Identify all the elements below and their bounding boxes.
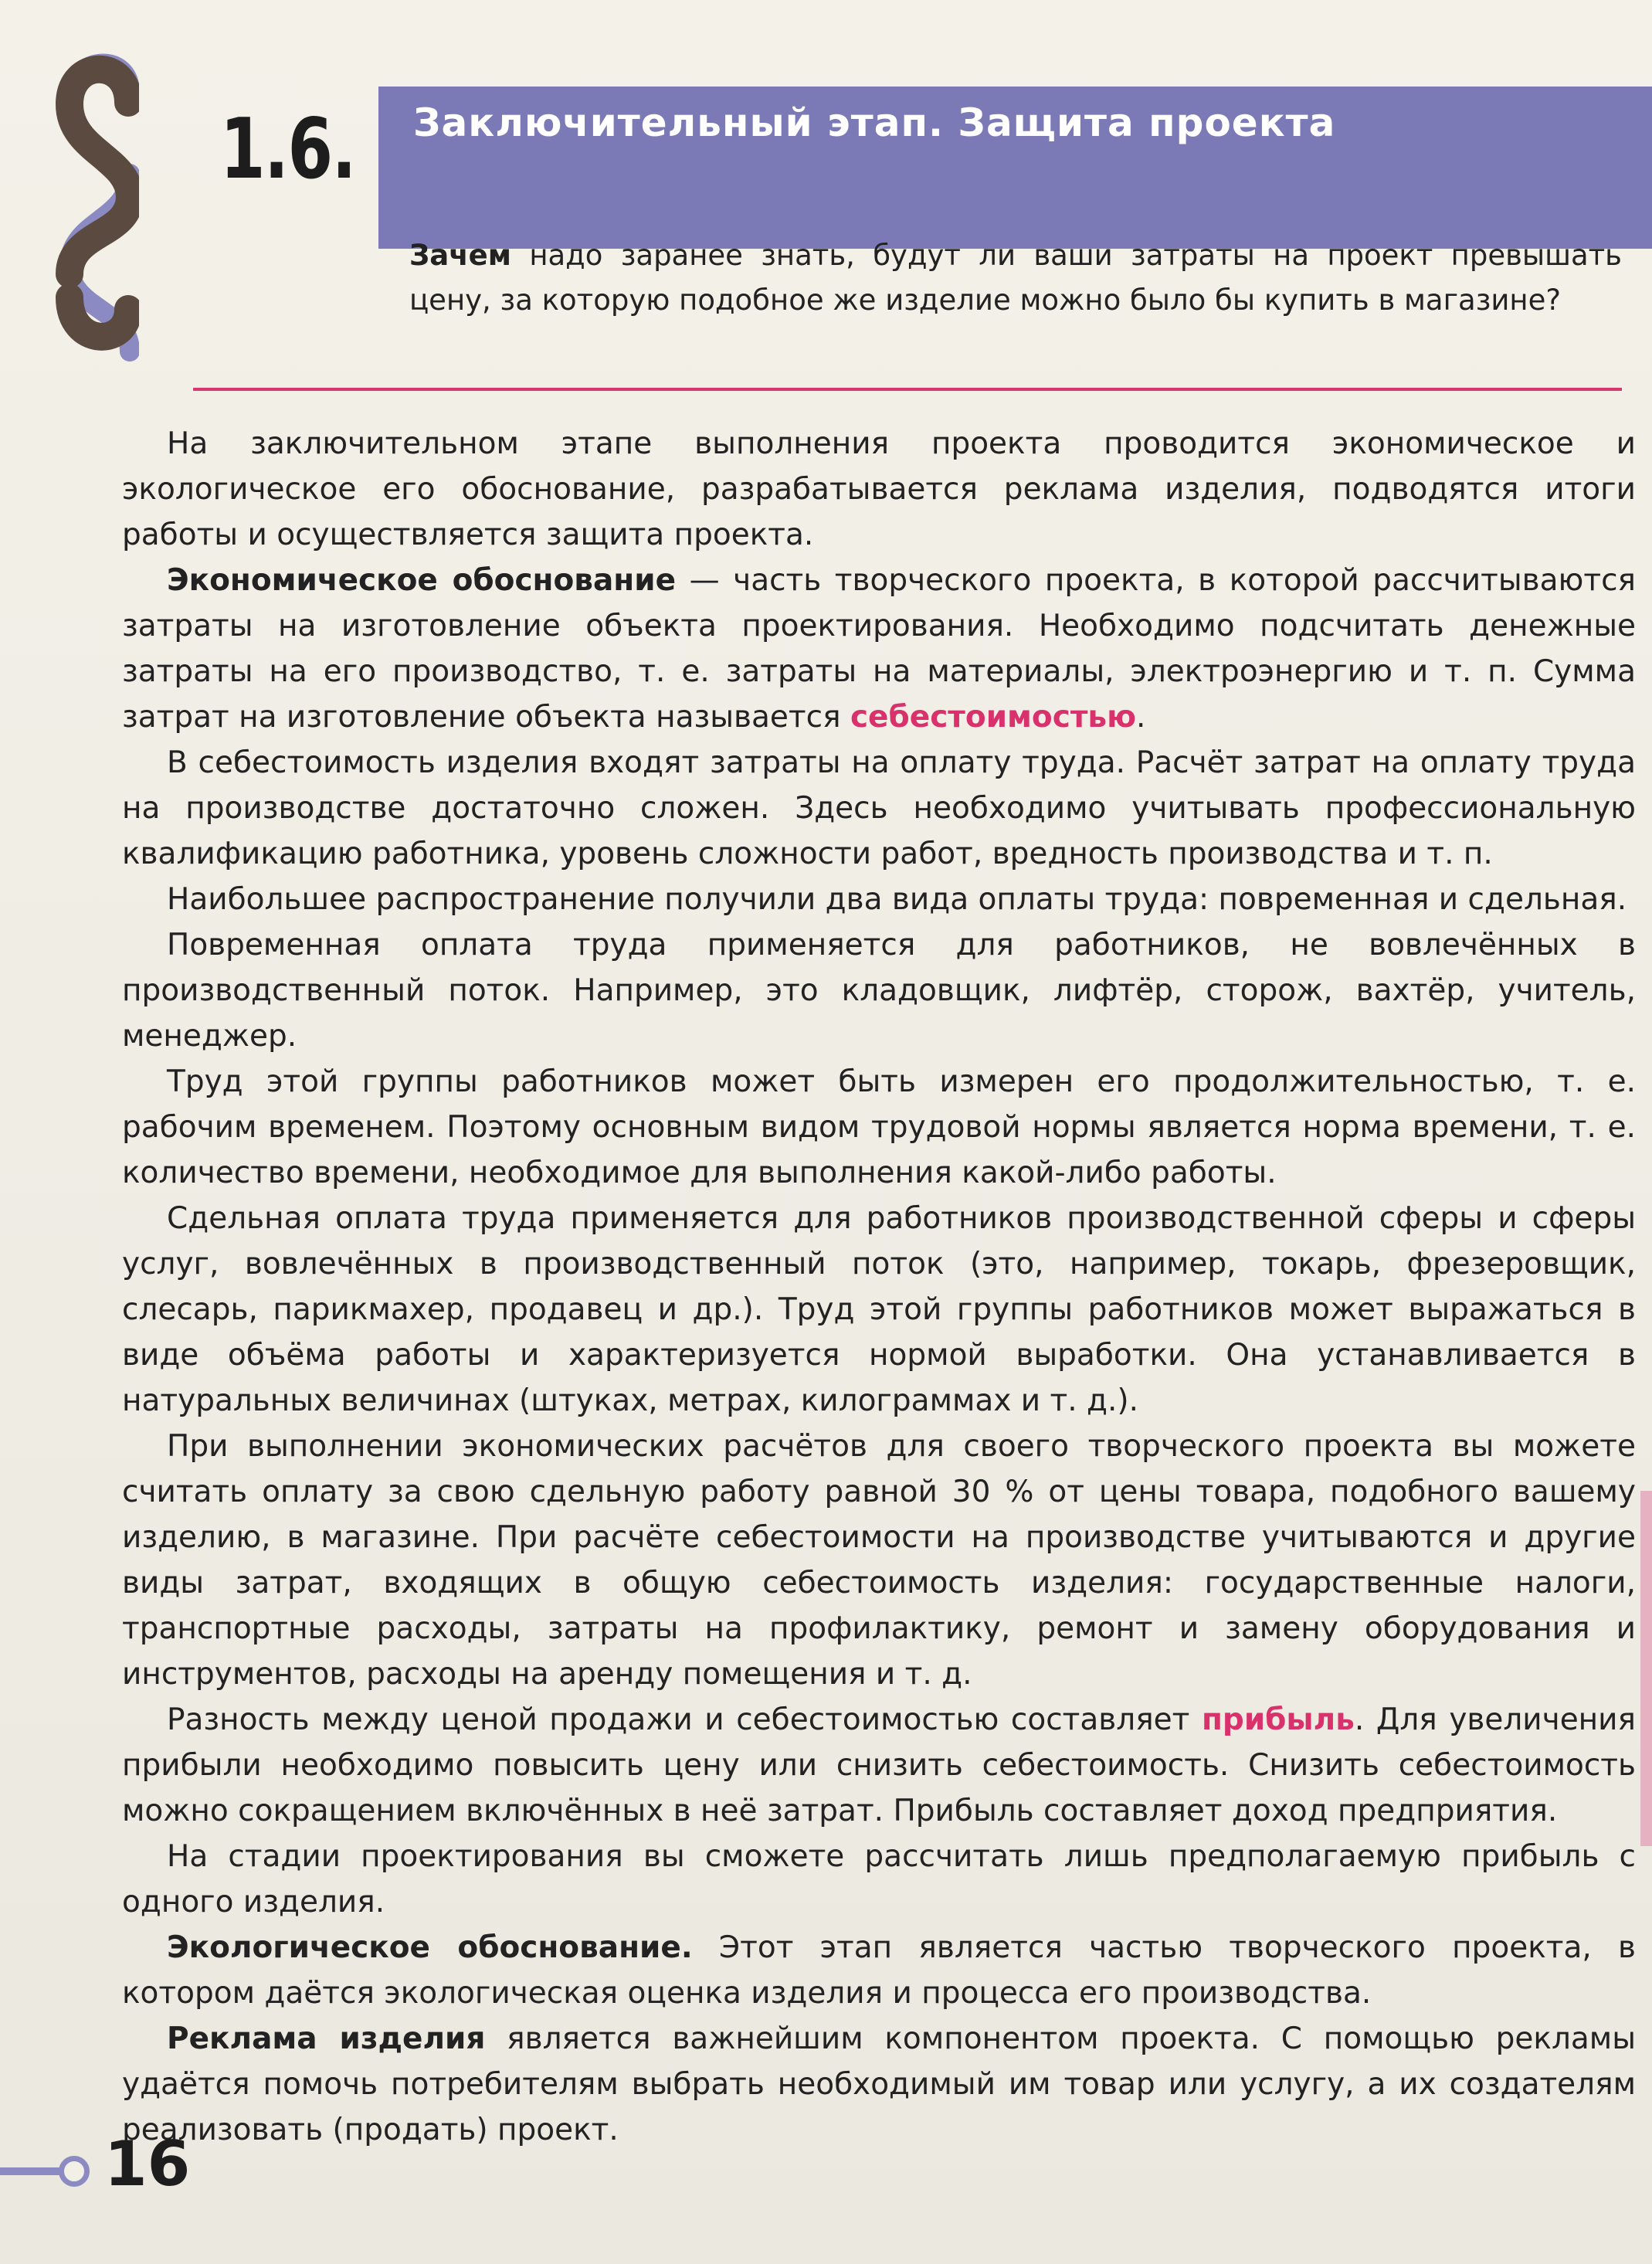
paragraph-advertising: [122, 2016, 1636, 2153]
page-number-dot: [59, 2156, 90, 2187]
page-edge-strip: [1640, 1491, 1652, 1846]
paragraph-economic-text: — часть творческого проекта, в которой рассчитываются затраты на изготовление объекта проектирования. Необходимо подсчитать денежные затраты на его производство, т. е. затраты на материалы, электроэнергию и т. п. Сумма затрат на изготовление объекта называется: [122, 563, 1636, 735]
term-economic-justification: Экономическое обоснование: [167, 563, 677, 598]
section-number: 1.6.: [220, 101, 356, 198]
term-ecological-justification: Экологическое обоснование.: [167, 1930, 693, 1965]
paragraph-profit-text: Разность между ценой продажи и себестоимостью составляет: [167, 1702, 1202, 1737]
paragraph-time-norm: Труд этой группы работников может быть измерен его продолжительностью, т. е. рабочим временем. Поэтому основным видом трудовой нормы является норма времени, т. е. количество времени, необходимое для выполнения какой-либо работы.: [122, 1064, 1636, 1190]
question-divider: [193, 388, 1622, 391]
term-profit: прибыль: [1201, 1702, 1355, 1737]
section-sign-icon: [54, 42, 139, 375]
paragraph-economic: [122, 558, 1636, 740]
paragraph-profit: [122, 1697, 1636, 1834]
paragraph-intro: На заключительном этапе выполнения проекта проводится экономическое и экологическое его обоснование, разрабатывается реклама изделия, подводятся итоги работы и осуществляется защита проекта.: [122, 426, 1636, 552]
paragraph-economic-end: .: [1136, 700, 1146, 735]
paragraph-profit-end: . Для увеличения прибыли необходимо повысить цену или снизить себестоимость. Снизить себестоимость можно сокращением включённых в неё затрат. Прибыль составляет доход предприятия.: [122, 1702, 1636, 1828]
paragraph-ecological: [122, 1925, 1636, 2016]
paragraph-piece-pay: Сдельная оплата труда применяется для работников производственной сферы и сферы услуг, вовлечённых в производственный поток (это, например, токарь, фрезеровщик, слесарь, парикмахер, продавец и др.). Труд этой группы работников может выражаться в виде объёма работы и характеризуется нормой выработки. Она устанавливается в натуральных величинах (штуках, метрах, килограммах и т. д.).: [122, 1201, 1636, 1418]
paragraph-calculations: При выполнении экономических расчётов для своего творческого проекта вы можете считать оплату за свою сдельную работу равной 30 % от цены товара, подобного вашему изделию, в магазине. При расчёте себестоимости на производстве учитываются и другие виды затрат, входящих в общую себестоимость изделия: государственные налоги, транспортные расходы, затраты на профилактику, ремонт и замену оборудования и инструментов, расходы на аренду помещения и т. д.: [122, 1429, 1636, 1692]
page-number-line: [0, 2167, 62, 2175]
question-text: надо заранее знать, будут ли ваши затраты на проект превышать цену, за которую подобное же изделие можно было бы купить в магазине?: [409, 239, 1622, 317]
paragraph-ecological-text: Этот этап является частью творческого проекта, в котором даётся экологическая оценка изделия и процесса его производства.: [122, 1930, 1636, 2011]
intro-question: [409, 233, 1622, 323]
paragraph-advertising-text: является важнейшим компонентом проекта. С помощью рекламы удаётся помочь потребителям выбрать необходимый им товар или услугу, а их создателям реализовать (продать) проект.: [122, 2021, 1636, 2147]
term-cost-price: себестоимостью: [850, 700, 1136, 735]
main-text: [122, 421, 1636, 2153]
paragraph-pay-types: Наибольшее распространение получили два вида оплаты труда: повременная и сдельная.: [167, 882, 1627, 917]
term-advertising: Реклама изделия: [167, 2021, 486, 2056]
question-lead: Зачем: [409, 239, 511, 272]
paragraph-time-pay: Повременная оплата труда применяется для работников, не вовлечённых в производственный поток. Например, это кладовщик, лифтёр, сторож, вахтёр, учитель, менеджер.: [122, 928, 1636, 1054]
page-title: Заключительный этап. Защита проекта: [413, 100, 1336, 145]
page-number: 16: [104, 2128, 191, 2200]
paragraph-labor-cost: В себестоимость изделия входят затраты на оплату труда. Расчёт затрат на оплату труда на производстве достаточно сложен. Здесь необходимо учитывать профессиональную квалификацию работника, уровень сложности работ, вредность производства и т. п.: [122, 745, 1636, 871]
paragraph-expected-profit: На стадии проектирования вы сможете рассчитать лишь предполагаемую прибыль с одного изделия.: [122, 1839, 1636, 1919]
